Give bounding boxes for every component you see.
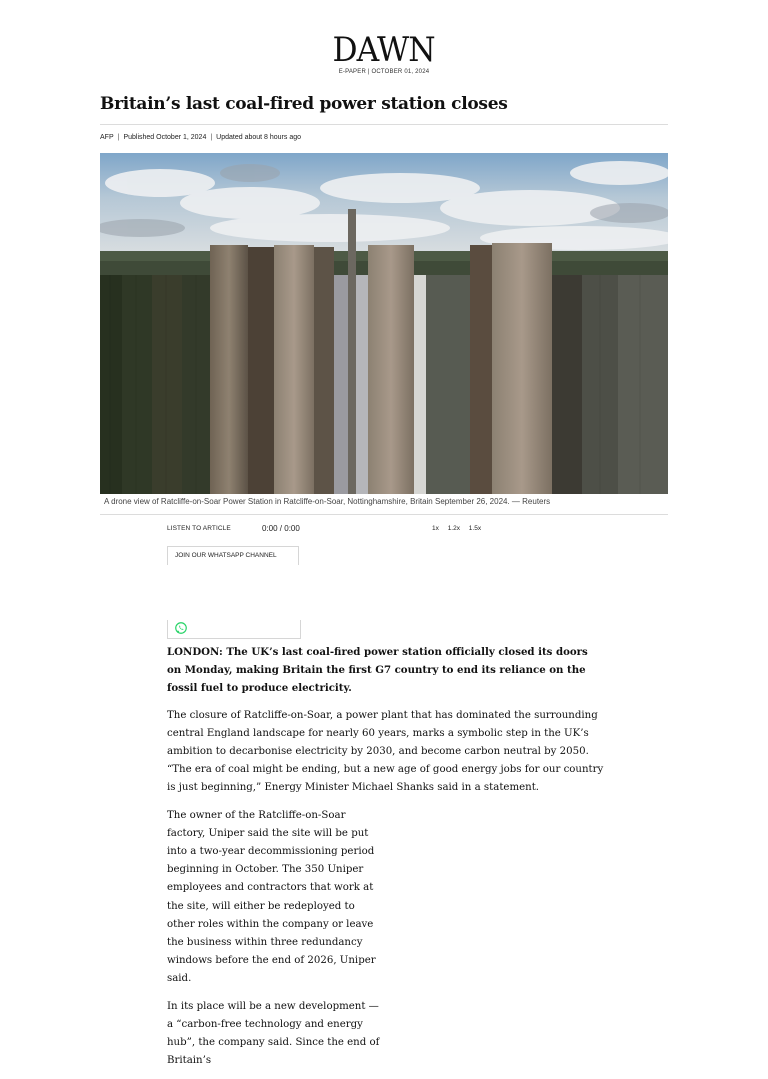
speed-1x[interactable]: 1x bbox=[432, 525, 439, 532]
masthead bbox=[0, 32, 768, 75]
lead-paragraph: LONDON: The UK’s last coal-fired power station officially closed its doors on Monday, making Britain the first G7 country to end its reliance on the fossil fuel to produce electricity. bbox=[167, 646, 588, 695]
article-headline: Britain’s last coal-fired power station closes bbox=[100, 94, 508, 114]
whatsapp-share-button[interactable] bbox=[167, 620, 301, 639]
dawn-logo[interactable]: DAWN bbox=[332, 30, 436, 70]
divider bbox=[100, 124, 668, 125]
divider bbox=[100, 514, 668, 515]
image-caption: A drone view of Ratcliffe-on-Soar Power Station in Ratcliffe-on-Soar, Nottinghamshire, Britain September 26, 2024. — Reuters bbox=[104, 497, 551, 506]
body-paragraph: The owner of the Ratcliffe-on-Soar factory, Uniper said the site will be put into a two-year decommissioning period beginning in October. The 350 Uniper employees and contractors that work at the site, will either be redeployed to other roles within the company or leave the business within three redundancy windows before the end of 2026, Uniper said. bbox=[167, 809, 376, 985]
article-body bbox=[167, 643, 607, 1079]
speed-1-2x[interactable]: 1.2x bbox=[447, 525, 460, 532]
body-paragraph: In its place will be a new development — a “carbon-free technology and energy hub”, the company said. Since the end of Britain’s bbox=[167, 1000, 380, 1067]
speed-1-5x[interactable]: 1.5x bbox=[468, 525, 482, 532]
whatsapp-icon bbox=[174, 621, 188, 635]
byline-source[interactable]: AFP bbox=[100, 134, 114, 141]
published-date: Published October 1, 2024 bbox=[123, 134, 207, 141]
edition-date: E-PAPER | OCTOBER 01, 2024 bbox=[338, 69, 430, 75]
listen-to-article-label: LISTEN TO ARTICLE bbox=[167, 525, 231, 532]
speed-controls bbox=[432, 525, 488, 532]
byline: AFP | Published October 1, 2024 | Updated about 8 hours ago bbox=[100, 134, 302, 141]
join-whatsapp-channel-button[interactable]: JOIN OUR WHATSAPP CHANNEL bbox=[167, 546, 299, 565]
audio-time: 0:00 / 0:00 bbox=[262, 524, 300, 533]
audio-player bbox=[167, 524, 607, 536]
body-paragraph: The closure of Ratcliffe-on-Soar, a power plant that has dominated the surrounding central England landscape for nearly 60 years, marks a symbolic step in the UK’s ambition to decarbonise electricity by 2030, and become carbon neutral by 2050. “The era of coal might be ending, but a new age of good energy jobs for our country is just beginning,” Energy Minister Michael Shanks said in a statement. bbox=[167, 709, 604, 794]
updated-time: Updated about 8 hours ago bbox=[216, 134, 302, 141]
article-photo bbox=[100, 153, 668, 494]
